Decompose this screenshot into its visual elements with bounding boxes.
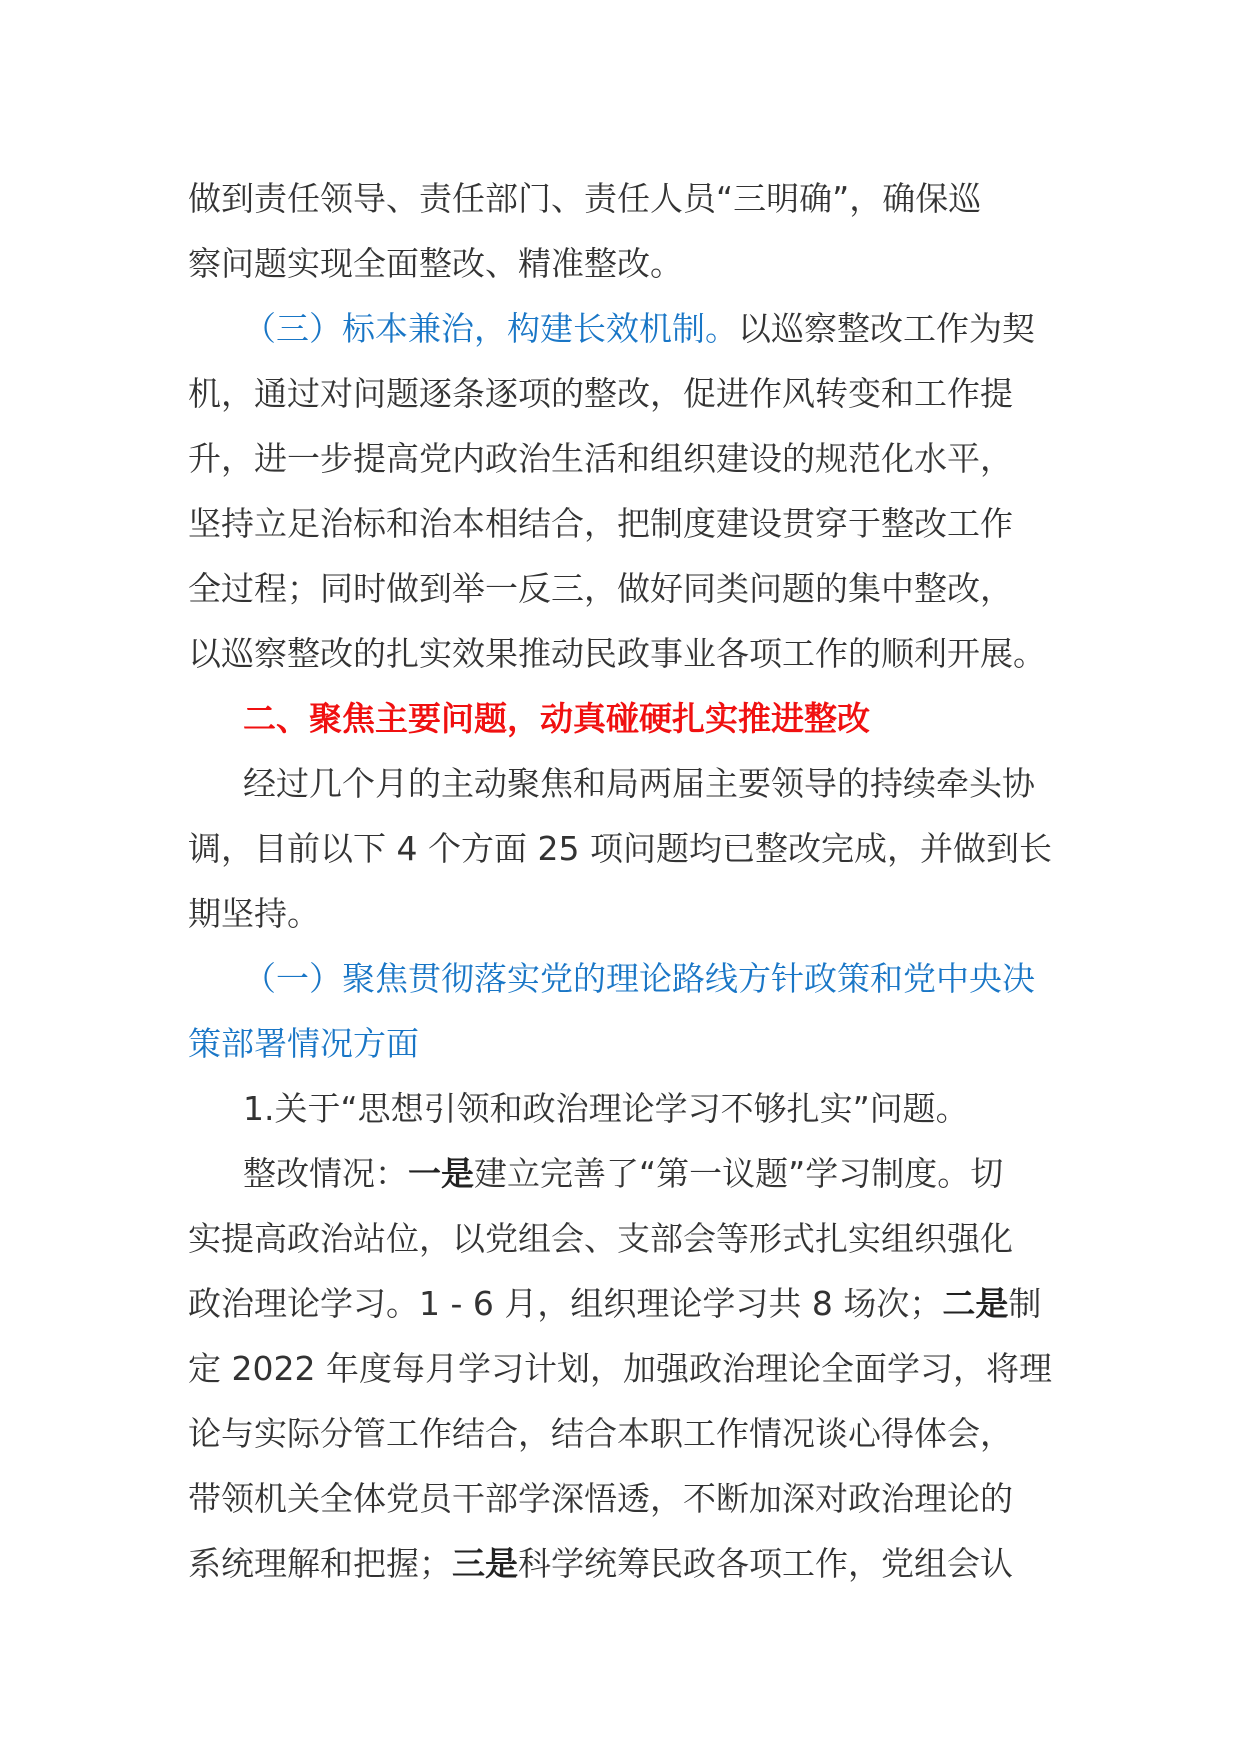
text-fragment: 科学统筹民政各项工作，党组会认 bbox=[518, 1544, 1013, 1583]
text-line: 带领机关全体党员干部学深悟透，不断加深对政治理论的 bbox=[188, 1479, 1013, 1518]
text-line: 调，目前以下 4 个方面 25 项问题均已整改完成，并做到长 bbox=[188, 829, 1052, 868]
document-page bbox=[188, 166, 1068, 1596]
text-line: 论与实际分管工作结合，结合本职工作情况谈心得体会， bbox=[188, 1414, 1013, 1453]
section-heading-2: 二、聚焦主要问题，动真碰硬扎实推进整改 bbox=[243, 699, 870, 738]
text-line: 察问题实现全面整改、精准整改。 bbox=[188, 244, 683, 283]
text-fragment: 整改情况： bbox=[243, 1154, 408, 1193]
text-line: 经过几个月的主动聚焦和局两届主要领导的持续牵头协 bbox=[243, 764, 1035, 803]
subheading-three: （三）标本兼治，构建长效机制。 bbox=[243, 309, 738, 348]
text-fragment: 制 bbox=[1008, 1284, 1042, 1323]
text-fragment: 建立完善了“第一议题”学习制度。切 bbox=[474, 1154, 1004, 1193]
text-line bbox=[188, 1271, 1068, 1336]
text-line: 实提高政治站位，以党组会、支部会等形式扎实组织强化 bbox=[188, 1219, 1013, 1258]
text-line: 以巡察整改的扎实效果推动民政事业各项工作的顺利开展。 bbox=[188, 634, 1046, 673]
text-line: 策部署情况方面 bbox=[188, 1024, 419, 1063]
subheading-one bbox=[188, 946, 1068, 1076]
text-fragment: 以巡察整改工作为契 bbox=[738, 309, 1035, 348]
bold-marker: 二是 bbox=[942, 1284, 1009, 1323]
paragraph-progress bbox=[188, 751, 1068, 946]
bold-marker: 一是 bbox=[408, 1154, 474, 1193]
text-line: （一）聚焦贯彻落实党的理论路线方针政策和党中央决 bbox=[243, 959, 1035, 998]
text-line: 升，进一步提高党内政治生活和组织建设的规范化水平， bbox=[188, 439, 1013, 478]
text-line: 全过程；同时做到举一反三，做好同类问题的集中整改， bbox=[188, 569, 1013, 608]
text-fragment: 政治理论学习。1 - 6 月，组织理论学习共 8 场次； bbox=[188, 1284, 943, 1323]
text-line bbox=[188, 1531, 1068, 1596]
text-line: 做到责任领导、责任部门、责任人员“三明确”，确保巡 bbox=[188, 179, 982, 218]
paragraph-rectification bbox=[188, 1141, 1068, 1596]
item-1-title: 1.关于“思想引领和政治理论学习不够扎实”问题。 bbox=[243, 1089, 969, 1128]
text-fragment: 系统理解和把握； bbox=[188, 1544, 452, 1583]
text-line bbox=[188, 1141, 1068, 1206]
text-line: 定 2022 年度每月学习计划，加强政治理论全面学习，将理 bbox=[188, 1349, 1052, 1388]
paragraph-long-term-mechanism bbox=[188, 296, 1068, 686]
text-line: 机，通过对问题逐条逐项的整改，促进作风转变和工作提 bbox=[188, 374, 1013, 413]
text-line: 坚持立足治标和治本相结合，把制度建设贯穿于整改工作 bbox=[188, 504, 1013, 543]
bold-marker: 三是 bbox=[452, 1544, 518, 1583]
text-line bbox=[188, 296, 1068, 361]
text-line: 期坚持。 bbox=[188, 894, 320, 933]
paragraph-continuation bbox=[188, 166, 1068, 296]
